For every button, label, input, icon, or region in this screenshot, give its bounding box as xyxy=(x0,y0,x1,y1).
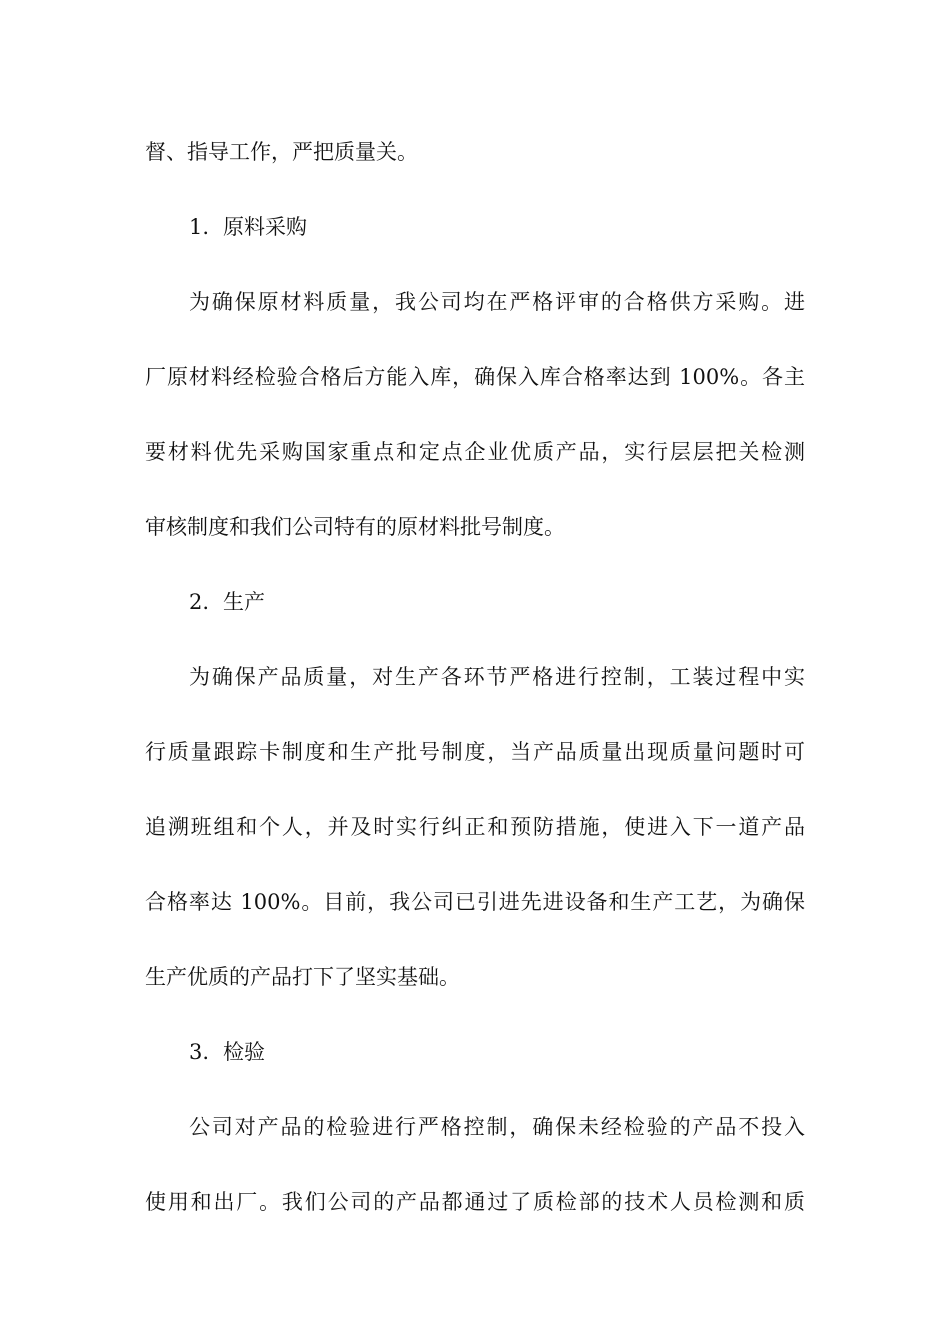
section-heading-production xyxy=(189,587,265,617)
section-heading-inspection xyxy=(189,1037,265,1067)
section-title: 生产 xyxy=(223,590,265,614)
paragraph-line: 行质量跟踪卡制度和生产批号制度，当产品质量出现质量问题时可 xyxy=(145,740,805,764)
paragraph-line: 为确保产品质量，对生产各环节严格进行控制，工装过程中实 xyxy=(189,665,805,689)
paragraph-line: 审核制度和我们公司特有的原材料批号制度。 xyxy=(145,515,565,539)
paragraph-line: 公司对产品的检验进行严格控制，确保未经检验的产品不投入 xyxy=(189,1115,805,1139)
paragraph-line: 厂原材料经检验合格后方能入库，确保入库合格率达到 100%。各主 xyxy=(145,365,805,389)
paragraph-line: 合格率达 100%。目前，我公司已引进先进设备和生产工艺，为确保 xyxy=(145,890,805,914)
section-heading-raw-material xyxy=(189,212,307,242)
section-number: 3. xyxy=(189,1040,210,1064)
paragraph-line: 要材料优先采购国家重点和定点企业优质产品，实行层层把关检测 xyxy=(145,440,805,464)
paragraph-line: 督、指导工作，严把质量关。 xyxy=(145,140,418,164)
section-title: 检验 xyxy=(223,1040,265,1064)
paragraph-line: 为确保原材料质量，我公司均在严格评审的合格供方采购。进 xyxy=(189,290,805,314)
paragraph-line: 使用和出厂。我们公司的产品都通过了质检部的技术人员检测和质 xyxy=(145,1190,805,1214)
section-number: 2. xyxy=(189,590,210,614)
section-number: 1. xyxy=(189,215,210,239)
paragraph-line: 追溯班组和个人，并及时实行纠正和预防措施，使进入下一道产品 xyxy=(145,815,805,839)
paragraph-line: 生产优质的产品打下了坚实基础。 xyxy=(145,965,460,989)
section-title: 原料采购 xyxy=(223,215,307,239)
